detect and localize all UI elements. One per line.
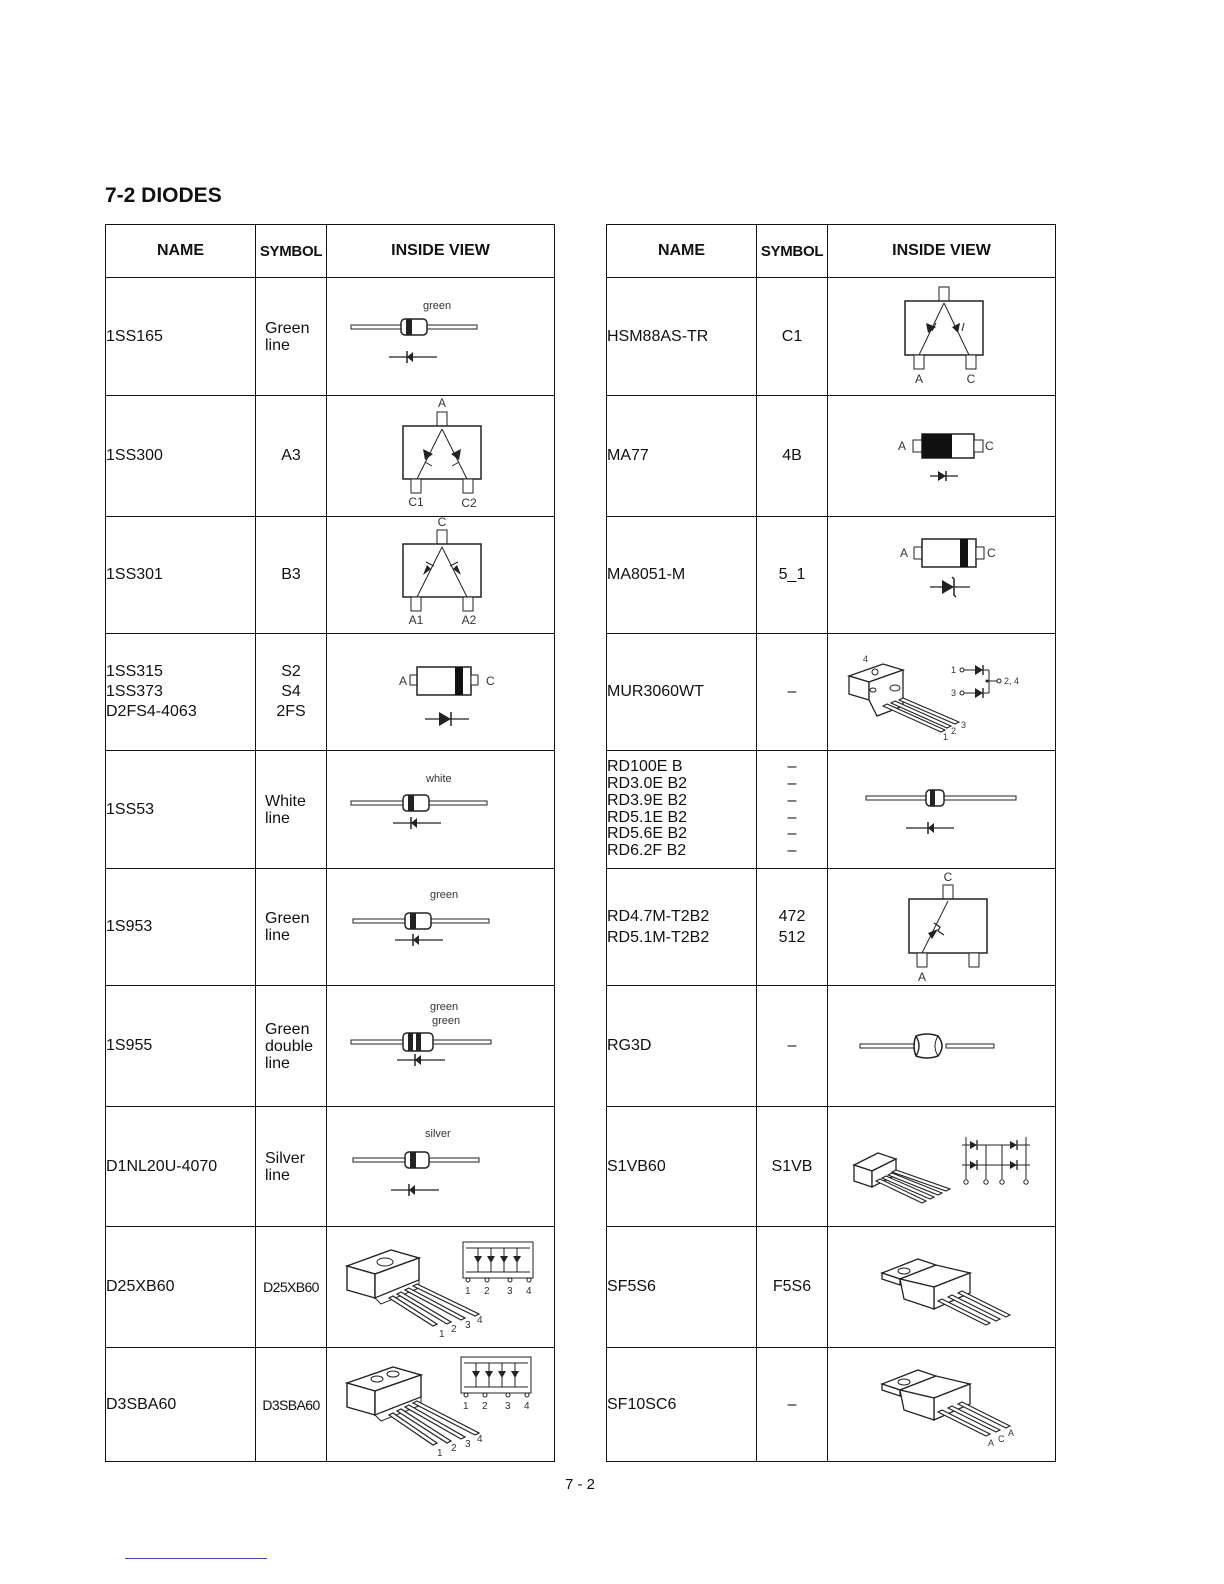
- inside-view: [828, 869, 1056, 986]
- axial-diode-drawing: [341, 1117, 541, 1217]
- diode-symbol: [757, 751, 828, 869]
- pin-label: 1: [464, 1286, 471, 1297]
- header-name: NAME: [106, 225, 256, 278]
- diode-name: [106, 986, 256, 1107]
- sot23-dual-diode-drawing: [341, 396, 541, 516]
- pin-label: C2: [460, 496, 477, 510]
- cell-line: S4: [281, 683, 301, 700]
- cell-line: RG3D: [607, 1037, 652, 1054]
- band-label: green: [431, 1015, 460, 1027]
- table-row: [106, 517, 555, 634]
- pin-label: 2: [483, 1286, 490, 1297]
- cell-line: 1SS301: [106, 566, 163, 583]
- inside-view: [828, 986, 1056, 1107]
- diode-name: [607, 1348, 757, 1462]
- pin-label: C: [437, 517, 446, 529]
- pin-label: 1: [438, 1329, 445, 1340]
- pin-label: 3: [506, 1286, 513, 1297]
- pin-label: A2: [461, 613, 476, 627]
- diode-name: [607, 1227, 757, 1348]
- cell-line: D2FS4-4063: [106, 703, 197, 720]
- cell-line: –: [787, 825, 797, 843]
- zener-smd-drawing: [842, 525, 1042, 625]
- cell-line: RD5.1E B2: [607, 808, 688, 826]
- cell-line: 2FS: [276, 703, 306, 720]
- pin-label: A: [914, 371, 923, 386]
- to220-package-drawing: [842, 1231, 1042, 1343]
- inside-view: [828, 1107, 1056, 1227]
- cell-line: S2: [281, 663, 301, 680]
- header-symbol: SYMBOL: [256, 225, 327, 278]
- cell-line: 5_1: [778, 566, 806, 583]
- pin-label: 1: [436, 1447, 443, 1459]
- pin-label: C: [966, 371, 975, 386]
- cell-line: RD4.7M-T2B2: [607, 908, 710, 925]
- header-inside-view: INSIDE VIEW: [828, 225, 1056, 278]
- inside-view: [327, 634, 555, 751]
- table-row: [106, 986, 555, 1107]
- cell-line: D25XB60: [263, 1279, 319, 1295]
- cell-line: S1VB: [771, 1157, 813, 1175]
- diode-name: [106, 1107, 256, 1227]
- band-label: green: [429, 889, 458, 901]
- table-row: [106, 751, 555, 869]
- pin-label: 3: [950, 688, 956, 698]
- inside-view: [828, 1227, 1056, 1348]
- cell-line: D25XB60: [106, 1278, 175, 1295]
- diode-symbol: [757, 634, 828, 751]
- axial-diode-drawing: [842, 1006, 1042, 1086]
- diode-name: [106, 1348, 256, 1462]
- cell-line: MA8051-M: [607, 566, 686, 583]
- pin-label: 1: [950, 665, 956, 675]
- diode-symbol: [757, 278, 828, 396]
- cell-line: line: [265, 1166, 290, 1184]
- inside-view: [828, 634, 1056, 751]
- cell-line: SF5S6: [607, 1278, 656, 1295]
- cell-line: 1SS373: [106, 683, 163, 700]
- diode-table-left: [105, 224, 555, 1462]
- section-title: 7-2 DIODES: [105, 184, 222, 207]
- cell-line: 1SS165: [106, 327, 163, 345]
- inside-view: [828, 396, 1056, 517]
- diode-symbol: [757, 517, 828, 634]
- sot23-zener-drawing: [842, 869, 1042, 985]
- pin-label: 3: [464, 1320, 471, 1331]
- pin-label: 2: [950, 726, 956, 736]
- diode-name: [607, 986, 757, 1107]
- pin-label: A: [1007, 1427, 1014, 1438]
- band-label: white: [425, 772, 452, 785]
- cell-line: White: [265, 792, 306, 810]
- axial-diode-drawing: [341, 760, 541, 860]
- axial-diode-drawing: [341, 287, 541, 387]
- cell-line: D3SBA60: [262, 1396, 320, 1413]
- cell-line: –: [787, 791, 797, 809]
- inside-view: [327, 278, 555, 396]
- cell-line: line: [265, 927, 290, 944]
- cell-line: line: [265, 1054, 290, 1072]
- cell-line: D3SBA60: [106, 1395, 177, 1413]
- table-header-row: [106, 225, 555, 278]
- table-row: [607, 1227, 1056, 1348]
- cell-line: MA77: [607, 447, 649, 464]
- table-row: [106, 1348, 555, 1462]
- pin-label: 1: [462, 1400, 469, 1412]
- axial-diode-drawing: [341, 877, 541, 977]
- diode-name: [106, 634, 256, 751]
- smd-diode-drawing: [341, 642, 541, 742]
- inside-view: [828, 1348, 1056, 1462]
- cell-line: Green: [265, 319, 310, 337]
- cell-line: Green: [265, 1020, 310, 1038]
- header-symbol: SYMBOL: [757, 225, 828, 278]
- cell-line: B3: [281, 566, 301, 583]
- bridge-package-drawing: [331, 1349, 551, 1461]
- smd-diode-drawing: [842, 406, 1042, 506]
- axial-zener-drawing: [842, 760, 1042, 860]
- footer-rule: [125, 1558, 267, 1559]
- table-row: [106, 396, 555, 517]
- cell-line: D1NL20U-4070: [106, 1157, 218, 1175]
- inside-view: [828, 751, 1056, 869]
- pin-label: 4: [523, 1400, 530, 1412]
- header-name: NAME: [607, 225, 757, 278]
- bridge-package-drawing: [331, 1228, 551, 1346]
- diode-name: [607, 396, 757, 517]
- pin-label: C: [984, 439, 994, 453]
- sot23-dual-diode-drawing: [341, 517, 541, 633]
- header-inside-view: INSIDE VIEW: [327, 225, 555, 278]
- diode-symbol: [757, 1107, 828, 1227]
- pin-label: 1: [942, 732, 948, 742]
- table-row: [106, 634, 555, 751]
- cell-line: –: [787, 842, 797, 860]
- pin-label: 2, 4: [1003, 676, 1019, 686]
- cell-line: RD6.2F B2: [607, 842, 687, 860]
- table-row: [607, 1348, 1056, 1462]
- table-row: [106, 1227, 555, 1348]
- diode-table-right: [606, 224, 1056, 1462]
- cell-line: 472: [778, 908, 806, 925]
- diode-name: [106, 1227, 256, 1348]
- pin-label: 4: [476, 1433, 483, 1445]
- cell-line: 1S953: [106, 918, 153, 935]
- cell-line: RD3.0E B2: [607, 774, 688, 792]
- table-row: [607, 517, 1056, 634]
- cell-line: MUR3060WT: [607, 683, 704, 700]
- cell-line: double: [265, 1037, 314, 1055]
- diode-symbol: [256, 1107, 327, 1227]
- inside-view: [327, 986, 555, 1107]
- cell-line: F5S6: [772, 1278, 812, 1295]
- table-row: [106, 869, 555, 986]
- inside-view: [327, 1348, 555, 1462]
- table-row: [607, 1107, 1056, 1227]
- diode-symbol: [757, 396, 828, 517]
- cell-line: –: [787, 1037, 797, 1054]
- cell-line: HSM88AS-TR: [607, 327, 709, 345]
- cell-line: S1VB60: [607, 1157, 666, 1175]
- diode-symbol: [256, 1227, 327, 1348]
- to247-dual-diode-drawing: [837, 636, 1047, 748]
- diode-name: [607, 869, 757, 986]
- cell-line: 1S955: [106, 1037, 153, 1054]
- pin-label: 4: [476, 1315, 483, 1326]
- inside-view: [327, 1227, 555, 1348]
- diode-name: [106, 517, 256, 634]
- cell-line: 1SS315: [106, 663, 163, 680]
- inside-view: [828, 517, 1056, 634]
- pin-label: 3: [464, 1438, 471, 1450]
- pin-label: A: [987, 1437, 994, 1448]
- pin-label: 2: [450, 1324, 457, 1335]
- diode-symbol: [757, 1348, 828, 1462]
- page-number: 7 - 2: [564, 1476, 595, 1493]
- pin-label: C: [986, 546, 996, 560]
- pin-label: 2: [481, 1400, 488, 1412]
- sot23-series-diode-drawing: [842, 281, 1042, 393]
- diode-name: [607, 517, 757, 634]
- inside-view: [828, 278, 1056, 396]
- diode-symbol: [256, 517, 327, 634]
- table-row: [106, 1107, 555, 1227]
- diode-name: [607, 634, 757, 751]
- diode-symbol: [757, 1227, 828, 1348]
- inside-view: [327, 396, 555, 517]
- diode-symbol: [256, 634, 327, 751]
- diode-symbol: [256, 396, 327, 517]
- cell-line: RD3.9E B2: [607, 791, 688, 809]
- pin-label: C1: [407, 495, 424, 509]
- to220-package-drawing: [842, 1350, 1042, 1460]
- cell-line: A3: [281, 447, 301, 464]
- diode-name: [607, 751, 757, 869]
- cell-line: RD5.1M-T2B2: [607, 929, 710, 946]
- axial-diode-drawing: [341, 996, 541, 1096]
- cell-line: C1: [781, 327, 803, 345]
- pin-label: C: [943, 870, 952, 884]
- table-row: [607, 751, 1056, 869]
- table-row: [106, 278, 555, 396]
- cell-line: line: [265, 336, 290, 354]
- diode-name: [106, 278, 256, 396]
- diode-name: [106, 396, 256, 517]
- pin-label: 3: [960, 720, 966, 730]
- pin-label: 4: [525, 1286, 532, 1297]
- diode-symbol: [256, 986, 327, 1107]
- table-row: [607, 986, 1056, 1107]
- pin-label: A: [917, 970, 926, 984]
- bridge-package-drawing: [836, 1117, 1048, 1217]
- table-row: [607, 634, 1056, 751]
- band-label: green: [429, 1001, 458, 1013]
- diode-symbol: [256, 751, 327, 869]
- inside-view: [327, 1107, 555, 1227]
- cell-line: –: [787, 683, 797, 700]
- diode-name: [607, 1107, 757, 1227]
- pin-label: C: [485, 674, 495, 688]
- band-label: green: [422, 299, 451, 312]
- pin-label: 4: [862, 654, 868, 664]
- diode-name: [106, 869, 256, 986]
- pin-label: 3: [504, 1400, 511, 1412]
- pin-label: A: [398, 674, 407, 688]
- cell-line: –: [787, 774, 797, 792]
- diode-name: [106, 751, 256, 869]
- cell-line: Silver: [265, 1149, 306, 1167]
- diode-name: [607, 278, 757, 396]
- cell-line: RD100E B: [607, 758, 683, 776]
- cell-line: RD5.6E B2: [607, 825, 688, 843]
- inside-view: [327, 869, 555, 986]
- pin-label: A: [437, 396, 446, 410]
- inside-view: [327, 517, 555, 634]
- table-row: [607, 396, 1056, 517]
- pin-label: A: [899, 546, 908, 560]
- diode-symbol: [757, 869, 828, 986]
- diode-symbol: [256, 278, 327, 396]
- pin-label: A: [897, 439, 906, 453]
- table-row: [607, 869, 1056, 986]
- band-label: silver: [424, 1127, 451, 1140]
- table-row: [607, 278, 1056, 396]
- diode-symbol: [757, 986, 828, 1107]
- cell-line: –: [787, 758, 797, 776]
- pin-label: C: [997, 1433, 1004, 1444]
- cell-line: 512: [778, 929, 806, 946]
- cell-line: –: [787, 808, 797, 826]
- pin-label: A1: [408, 613, 423, 627]
- diode-symbol: [256, 869, 327, 986]
- inside-view: [327, 751, 555, 869]
- cell-line: 1SS300: [106, 447, 163, 464]
- cell-line: Green: [265, 910, 310, 927]
- cell-line: 1SS53: [106, 800, 155, 818]
- cell-line: –: [787, 1395, 797, 1413]
- cell-line: line: [265, 809, 290, 827]
- diode-symbol: [256, 1348, 327, 1462]
- cell-line: SF10SC6: [607, 1395, 677, 1413]
- table-header-row: [607, 225, 1056, 278]
- cell-line: 4B: [782, 447, 802, 464]
- pin-label: 2: [450, 1442, 457, 1454]
